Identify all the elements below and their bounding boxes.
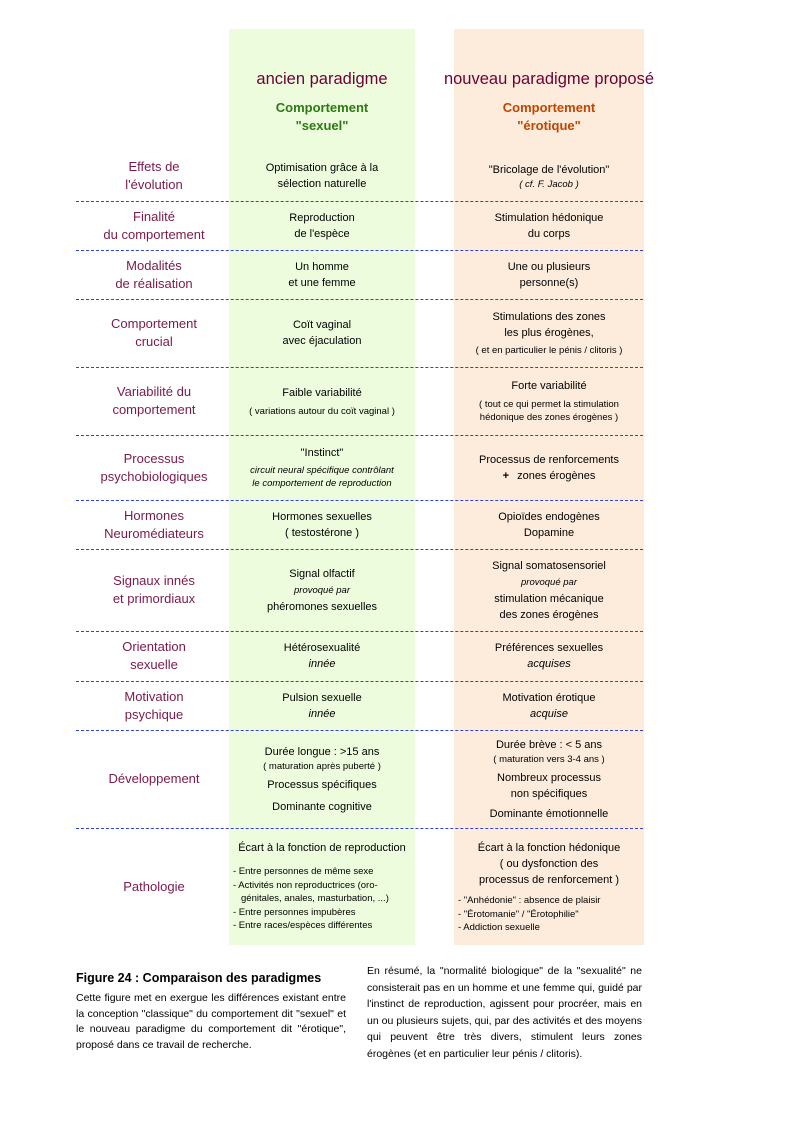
- old-cell: Un homme et une femme: [288, 260, 356, 289]
- old-pathology-list: - Entre personnes de même sexe - Activités non reproductrices (oro- génitales, anales, masturbation, ...) - Entre personnes impubères - Entre races/espèces différentes: [233, 866, 389, 931]
- table-row-modalites: [0, 251, 794, 298]
- new-cell: Stimulations des zones les plus érogènes, ( et en particulier le pénis / clitoris ): [475, 311, 623, 356]
- row-label: Comportement crucial: [111, 316, 197, 349]
- old-paradigm-title: ancien paradigme: [256, 70, 388, 88]
- new-cell: Stimulation hédonique du corps: [494, 211, 604, 240]
- row-label: Orientation sexuelle: [122, 639, 186, 672]
- figure-description: Cette figure met en exergue les différences existant entre la conception "classique" du comportement dit "sexuel" et le nouveau paradigme du comportement dit "érotique", proposé dans ce travail de recherche.: [76, 992, 346, 1051]
- row-label: Processus psychobiologiques: [100, 450, 208, 484]
- row-label: Finalité du comportement: [103, 208, 205, 242]
- table-row-comportement-crucial: [0, 300, 794, 366]
- plus-icon: +: [502, 469, 510, 482]
- old-cell: Optimisation grâce à la sélection naturelle: [265, 162, 379, 190]
- old-cell: Faible variabilité ( variations autour du coït vaginal ): [249, 386, 395, 417]
- row-separator: [76, 828, 643, 829]
- new-paradigm-title: nouveau paradigme proposé: [443, 70, 655, 88]
- table-row-motivation: [0, 682, 794, 729]
- old-cell: Hétérosexualité innée: [283, 642, 361, 670]
- new-cell: Préférences sexuelles acquises: [494, 642, 604, 670]
- new-cell: Opioïdes endogènes Dopamine: [498, 510, 600, 539]
- new-cell: "Bricolage de l'évolution" ( cf. F. Jacob ): [488, 163, 610, 190]
- new-cell: Une ou plusieurs personne(s): [507, 260, 591, 289]
- new-pathology-list: - "Anhédonie" : absence de plaisir - "Érotomanie" / "Érotophilie" - Addiction sexuelle: [458, 895, 601, 933]
- row-label: Signaux innés et primordiaux: [112, 573, 196, 606]
- old-cell: Hormones sexuelles ( testostérone ): [272, 510, 372, 539]
- table-row-developpement: [0, 731, 794, 827]
- old-cell: Écart à la fonction de reproduction - Entre personnes de même sexe - Activités non reproductrices (oro- génitales, anales, masturbation, ...) - Entre personnes impubères - Entre races/espèces différentes: [229, 832, 415, 942]
- figure-caption: [76, 971, 346, 1053]
- table-row-hormones: [0, 501, 794, 548]
- row-label: Pathologie: [123, 879, 185, 894]
- new-cell: Écart à la fonction hédonique ( ou dysfonction des processus de renforcement ) - "Anhédonie" : absence de plaisir - "Érotomanie" / "Érotophilie" - Addiction sexuelle: [454, 832, 644, 942]
- table-row-pathologie: [0, 832, 794, 942]
- row-label: Hormones Neuromédiateurs: [104, 507, 204, 541]
- table-row-evolution: [0, 152, 794, 200]
- new-paradigm-subtitle: Comportement "érotique": [502, 100, 596, 133]
- row-label: Variabilité du comportement: [112, 384, 196, 417]
- figure-title: Figure 24 : Comparaison des paradigmes: [76, 971, 322, 985]
- summary-paragraph: En résumé, la "normalité biologique" de la "sexualité" ne consisterait pas en un homme et une femme qui, guidé par l'instinct de reproduction, agissent pour procréer, mais en un ou plusieurs sujets, qui, par des activités et des moyens qui peuvent être très divers, stimulent leurs zones érogènes (et en particulier leur pénis / clitoris).: [367, 965, 642, 1060]
- table-row-variabilite: [0, 368, 794, 434]
- table-row-orientation: [0, 632, 794, 680]
- table-row-processus: [0, 436, 794, 499]
- old-cell: "Instinct" circuit neural spécifique contrôlant le comportement de reproduction: [250, 447, 394, 489]
- old-cell: Durée longue : >15 ans ( maturation après puberté ) Processus spécifiques Dominante cognitive: [263, 745, 381, 813]
- row-label: Modalités de réalisation: [115, 257, 193, 291]
- new-cell: Durée brève : < 5 ans ( maturation vers 3-4 ans ) Nombreux processus non spécifiques Dominante émotionnelle: [489, 738, 609, 820]
- old-cell: Reproduction de l'espèce: [289, 211, 355, 240]
- new-cell: Motivation érotique acquise: [502, 691, 596, 720]
- new-cell: Forte variabilité ( tout ce qui permet la stimulation hédonique des zones érogènes ): [479, 380, 619, 423]
- old-cell: Pulsion sexuelle innée: [282, 691, 362, 720]
- new-cell: Processus de renforcements + zones érogènes: [478, 453, 619, 482]
- old-cell: Signal olfactif provoqué par phéromones sexuelles: [266, 567, 378, 613]
- row-label: Effets de l'évolution: [125, 159, 183, 192]
- new-cell: Signal somatosensoriel provoqué par stimulation mécanique des zones érogènes: [492, 559, 606, 621]
- old-paradigm-subtitle: Comportement "sexuel": [275, 100, 369, 133]
- row-label: Motivation psychique: [124, 688, 184, 722]
- old-cell: Coït vaginal avec éjaculation: [282, 319, 362, 347]
- row-label: Développement: [108, 771, 200, 786]
- table-row-finalite: [0, 202, 794, 249]
- table-row-signaux: [0, 550, 794, 630]
